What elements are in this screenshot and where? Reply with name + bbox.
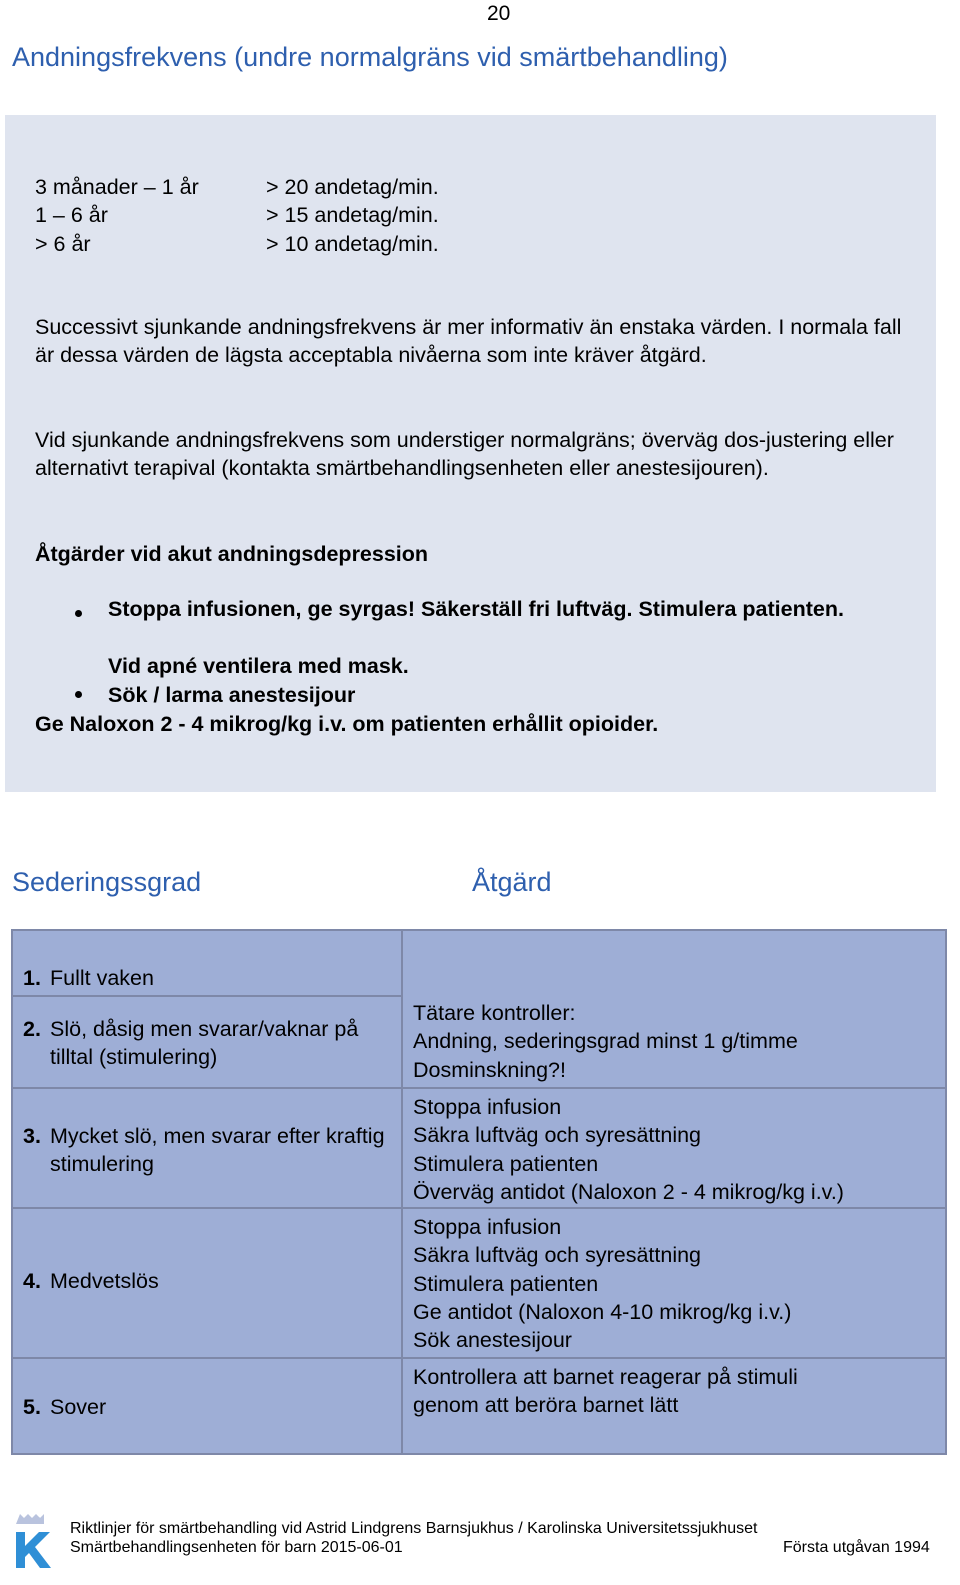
table-row [12,1208,946,1358]
page-number: 20 [487,2,511,25]
action-line: genom att beröra barnet lätt [413,1393,679,1418]
sedation-level-cell [12,1358,402,1454]
level-text: Medvetslös [50,1269,159,1293]
action-line: Stoppa infusion [413,1215,562,1239]
bullet-stop-infusion: Stoppa infusionen, ge syrgas! Säkerställ fri luftväg. Stimulera patienten. [108,597,844,621]
sedation-level-cell [12,996,402,1088]
action-line: Dosminskning?! [413,1057,566,1082]
bullet-apnea: Vid apné ventilera med mask. [108,654,409,678]
level-text: Slö, dåsig men svarar/vaknar på tilltal (stimulering) [50,1017,359,1070]
sedation-level-cell [12,1208,402,1358]
respiration-heading: Andningsfrekvens (undre normalgräns vid smärtbehandling) [12,42,728,72]
action-cell [402,1208,946,1358]
karolinska-logo-icon [12,1510,52,1570]
level-text: Fullt vaken [50,966,154,990]
action-line: Överväg antidot (Naloxon 2 - 4 mikrog/kg i.v.) [413,1179,844,1204]
action-cell [402,930,946,1088]
action-cell [402,1358,946,1454]
action-line: Kontrollera att barnet reagerar på stimuli [413,1365,798,1389]
action-line: Andning, sederingsgrad minst 1 g/timme [413,1029,798,1054]
age-cell: 1 – 6 år [35,203,108,228]
action-line: Säkra luftväg och syresättning [413,1243,702,1268]
table-row [12,1358,946,1454]
age-cell: > 6 år [35,231,91,256]
level-number: 5. [23,1395,41,1419]
level-text: Sover [50,1395,107,1419]
level-number: 4. [23,1269,41,1293]
rate-cell: > 10 andetag/min. [266,231,439,256]
footer-guideline-text: Riktlinjer för smärtbehandling vid Astrid Lindgrens Barnsjukhus / Karolinska Universitetssjukhuset [70,1520,758,1537]
action-heading: Åtgärd [472,867,552,897]
action-line: Tätare kontroller: [413,1001,576,1025]
sedation-level-cell [12,1088,402,1208]
bullet-call-anesthesia: Sök / larma anestesijour [108,683,356,707]
action-line: Stoppa infusion [413,1095,562,1119]
action-line: Stimulera patienten [413,1271,599,1296]
table-row [12,1088,946,1208]
level-number: 2. [23,1017,41,1041]
level-number: 3. [23,1124,41,1148]
footer-unit-text: Smärtbehandlingsenheten för barn 2015-06-01 [70,1539,403,1556]
rate-column [266,173,439,258]
level-text: Mycket slö, men svarar efter kraftig stimulering [50,1124,385,1177]
paragraph-dose-adjust: Vid sjunkande andningsfrekvens som understiger normalgräns; överväg dos-justering eller alternativt terapival (kontakta smärtbehandlingsenheten eller anestesijouren). [35,428,894,481]
paragraph-trend: Successivt sjunkande andningsfrekvens är mer informativ än enstaka värden. I normala fall är dessa värden de lägsta acceptabla nivåerna som inte kräver åtgärd. [35,315,902,368]
rate-cell: > 15 andetag/min. [266,203,439,228]
naloxon-instruction: Ge Naloxon 2 - 4 mikrog/kg i.v. om patienten erhållit opioider. [35,712,659,736]
footer-edition-text: Första utgåvan 1994 [783,1539,930,1556]
action-line: Stimulera patienten [413,1151,599,1176]
age-column [35,173,199,258]
level-number: 1. [23,966,41,990]
action-line: Ge antidot (Naloxon 4-10 mikrog/kg i.v.) [413,1299,792,1324]
actions-heading: Åtgärder vid akut andningsdepression [35,542,429,566]
bullet-icon [75,610,82,617]
age-cell: 3 månader – 1 år [35,175,199,199]
action-line: Sök anestesijour [413,1328,572,1353]
rate-cell: > 20 andetag/min. [266,175,439,199]
bullet-icon [75,691,82,698]
sedation-level-cell [12,930,402,996]
table-row [12,930,946,996]
sedation-table [11,929,947,1455]
respiration-box [5,115,936,792]
sedation-heading: Sederingssgrad [12,867,202,897]
action-cell [402,1088,946,1208]
action-line: Säkra luftväg och syresättning [413,1123,702,1148]
